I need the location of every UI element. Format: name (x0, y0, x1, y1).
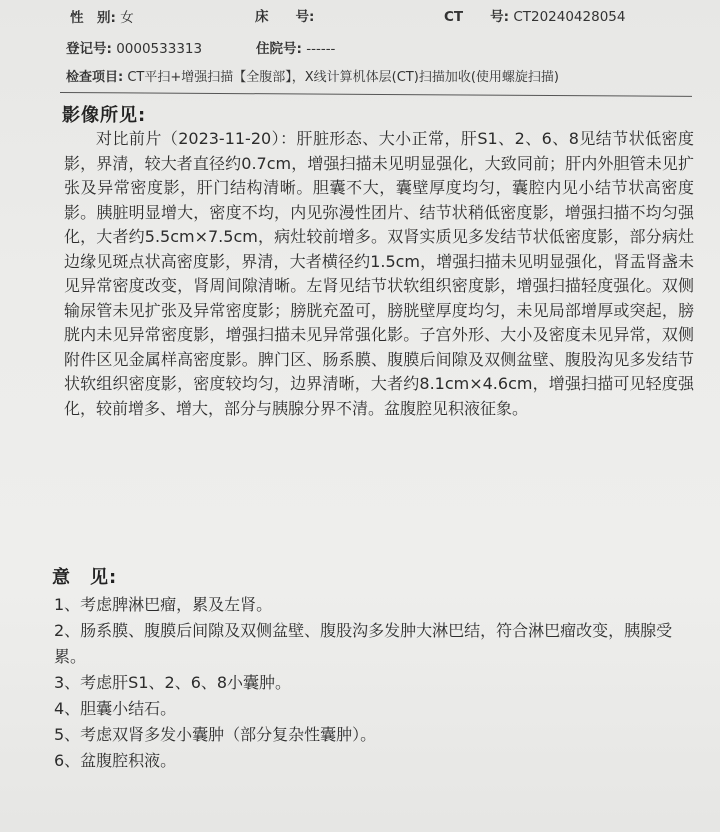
sex-label: 性 别: (70, 10, 116, 26)
ct-number-value: CT20240428054 (513, 9, 626, 25)
findings-title: 影像所见: (62, 105, 147, 126)
exam-label: 检查项目: (66, 70, 124, 85)
findings-text: 对比前片（2023-11-20）：肝脏形态、大小正常，肝S1、2、6、8见结节状低密度影，界清，较大者直径约0.7cm，增强扫描未见明显强化，大致同前；肝内外胆管未见扩张及异常密度影，肝门结构清晰。胆囊不大，囊壁厚度均匀，囊腔内见小结节状高密度影。胰脏明显增大，密度不均，内见弥漫性团片、结节状稍低密度影，增强扫描不均匀强化，大者约5.5cm×7.5cm，病灶较前增多。双肾实质见多发结节状低密度影，部分病灶边缘见斑点状高密度影，界清，大者横径约1.5cm，增强扫描未见明显强化，肾盂肾盏未见异常密度改变，肾周间隙清晰。左肾见结节状软组织密度影，增强扫描轻度强化。双侧输尿管未见扩张及异常密度影；膀胱充盈可，膀胱壁厚度均匀，未见局部增厚或突起，膀胱内未见异常密度影，增强扫描未见异常强化影。子宫外形、大小及密度未见异常，双侧附件区见金属样高密度影。脾门区、肠系膜、腹膜后间隙及双侧盆壁、腹股沟见多发结节状软组织密度影，密度较均匀，边界清晰，大者约8.1cm×4.6cm，增强扫描可见轻度强化，较前增多、增大，部分与胰腺分界不清。盆腹腔见积液征象。 (64, 129, 694, 418)
registration-value: 0000533313 (116, 41, 203, 57)
registration-field (66, 37, 202, 57)
bed-label: 床 号: (255, 9, 315, 25)
impression-list (54, 592, 694, 774)
inpatient-field (256, 37, 335, 57)
inpatient-label: 住院号: (256, 41, 302, 57)
ct-number-label: CT 号: (444, 9, 510, 25)
impression-item: 1、考虑脾淋巴瘤，累及左肾。 (54, 595, 273, 614)
exam-field (66, 66, 559, 85)
impression-title: 意 见: (52, 567, 118, 588)
impression-item: 3、考虑肝S1、2、6、8小囊肿。 (54, 673, 292, 692)
ct-number-field (444, 5, 625, 25)
impression-item: 6、盆腹腔积液。 (54, 751, 177, 770)
sex-value: 女 (120, 10, 134, 26)
impression-item: 2、肠系膜、腹膜后间隙及双侧盆壁、腹股沟多发肿大淋巴结，符合淋巴瘤改变，胰腺受累。 (54, 621, 673, 666)
registration-label: 登记号: (66, 41, 112, 57)
impression-item: 4、胆囊小结石。 (54, 699, 177, 718)
exam-value: CT平扫+增强扫描【全腹部】，X线计算机体层(CT)扫描加收(使用螺旋扫描) (127, 70, 559, 85)
header-divider (60, 92, 692, 97)
sex-field (70, 6, 134, 26)
bed-field (255, 5, 314, 25)
inpatient-value: ------ (306, 41, 336, 57)
impression-item: 5、考虑双肾多发小囊肿（部分复杂性囊肿）。 (54, 725, 377, 744)
